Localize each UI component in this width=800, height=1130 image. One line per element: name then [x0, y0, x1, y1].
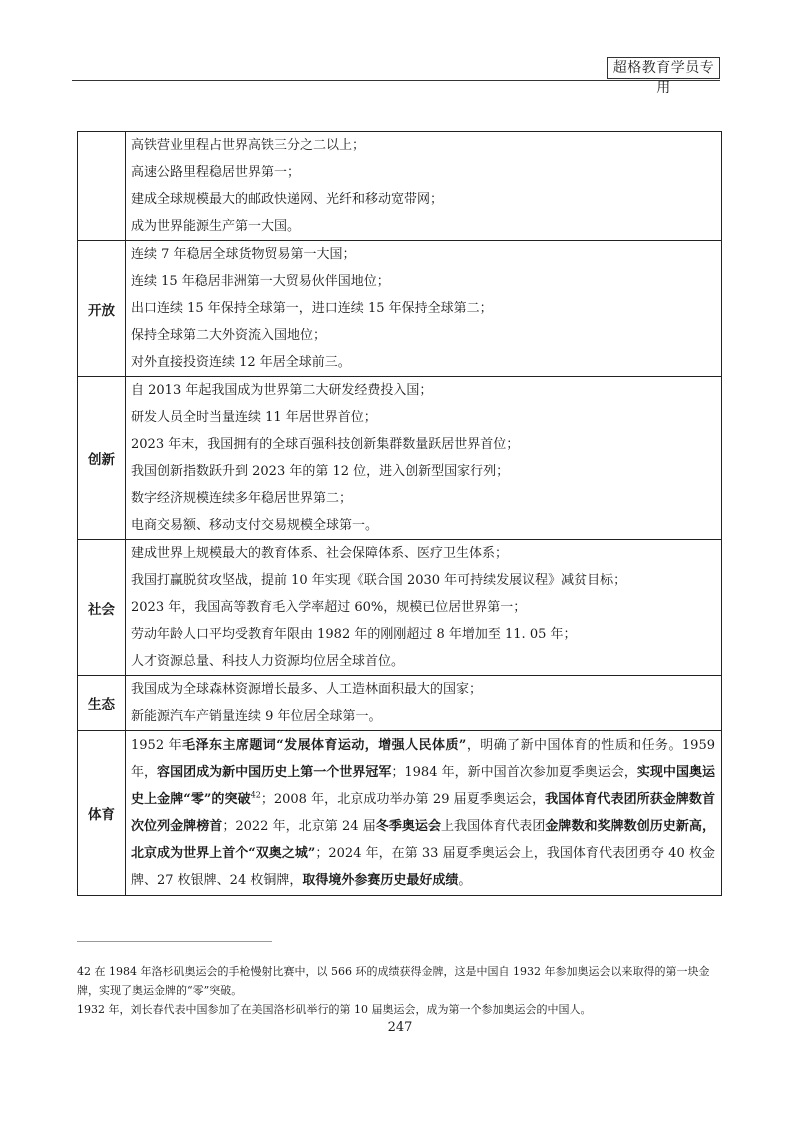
emphasis-text: 毛泽东主席题词“发展体育运动，增强人民体质” — [182, 738, 467, 753]
page-number: 247 — [387, 1020, 413, 1035]
category-label: 生态 — [78, 676, 126, 731]
achievement-list — [126, 676, 722, 731]
paragraph-text: ；2024 年，在第 33 届夏季奥运会上，我国体育代表团勇夺 40 枚金牌、27 枚银牌、24 枚铜牌， — [131, 846, 715, 888]
list-item: 人才资源总量、科技人力资源均位居全球首位。 — [131, 654, 405, 669]
achievement-list — [126, 241, 722, 377]
emphasis-text: 取得境外参赛历史最好成绩 — [302, 873, 459, 888]
paragraph-text: ；1984 年，新中国首次参加夏季奥运会， — [391, 765, 637, 780]
list-item: 连续 7 年稳居全球货物贸易第一大国； — [131, 247, 356, 262]
table-row — [78, 241, 722, 377]
footnote — [77, 962, 722, 1019]
list-item: 保持全球第二大外资流入国地位； — [131, 328, 327, 343]
sports-paragraph — [131, 731, 715, 895]
emphasis-text: 金牌数和奖牌数创历史新高，北京成为世界上首个“双奥之城” — [131, 819, 715, 861]
emphasis-text: 容国团成为新中国历史上第一个世界冠军 — [157, 765, 392, 780]
list-item: 对外直接投资连续 12 年居全球前三。 — [131, 355, 351, 370]
list-item: 研发人员全时当量连续 11 年居世界首位； — [131, 410, 377, 425]
header-rule — [72, 80, 720, 81]
list-item: 高铁营业里程占世界高铁三分之二以上； — [131, 138, 366, 153]
footnote-ref: 42 — [250, 790, 261, 800]
header-label: 超格教育学员专用 — [607, 57, 720, 79]
paragraph-text: ；2008 年，北京成功举办第 29 届夏季奥运会， — [260, 792, 546, 807]
list-item: 连续 15 年稳居非洲第一大贸易伙伴国地位； — [131, 274, 390, 289]
list-item: 新能源汽车产销量连续 9 年位居全球第一。 — [131, 709, 382, 724]
list-item: 我国打赢脱贫攻坚战，提前 10 年实现《联合国 2030 年可持续发展议程》减贫目标； — [131, 573, 627, 588]
list-item: 建成全球规模最大的邮政快递网、光纤和移动宽带网； — [131, 192, 444, 207]
achievement-list — [126, 540, 722, 676]
list-item: 建成世界上规模最大的教育体系、社会保障体系、医疗卫生体系； — [131, 546, 509, 561]
category-label: 创新 — [78, 377, 126, 540]
category-label: 开放 — [78, 241, 126, 377]
table-row — [78, 132, 722, 241]
table-row — [78, 676, 722, 731]
list-item: 我国成为全球森林资源增长最多、人工造林面积最大的国家； — [131, 682, 483, 697]
category-label: 体育 — [78, 731, 126, 896]
list-item: 劳动年龄人口平均受教育年限由 1982 年的刚刚超过 8 年增加至 11. 05 年； — [131, 627, 577, 642]
footnote-rule — [77, 941, 272, 942]
list-item: 自 2013 年起我国成为世界第二大研发经费投入国； — [131, 383, 433, 398]
sports-paragraph-cell — [126, 731, 722, 896]
table-row — [78, 540, 722, 676]
list-item: 出口连续 15 年保持全球第一，进口连续 15 年保持全球第二； — [131, 301, 493, 316]
list-item: 高速公路里程稳居世界第一； — [131, 165, 301, 180]
paragraph-text: ，明确了新中国体育的性质和任务。1959 年， — [131, 738, 715, 780]
footnote-line: 42 在 1984 年洛杉矶奥运会的手枪慢射比赛中，以 566 环的成绩获得金牌，这是中国自 1932 年参加奥运会以来取得的第一块金牌，实现了奥运金牌的“零”突破。 — [77, 965, 710, 997]
achievements-table — [77, 131, 722, 896]
list-item: 成为世界能源生产第一大国。 — [131, 219, 301, 234]
list-item: 2023 年，我国高等教育毛入学率超过 60%，规模已位居世界第一； — [131, 600, 527, 615]
paragraph-text: 。 — [458, 873, 472, 888]
paragraph-text: 1952 年 — [131, 738, 183, 753]
table-row — [78, 731, 722, 896]
list-item: 电商交易额、移动支付交易规模全球第一。 — [131, 518, 379, 533]
table-row — [78, 377, 722, 540]
list-item: 2023 年末，我国拥有的全球百强科技创新集群数量跃居世界首位； — [131, 437, 520, 452]
footnote-line: 1932 年，刘长春代表中国参加了在美国洛杉矶举行的第 10 届奥运会，成为第一个参加奥运会的中国人。 — [77, 1003, 592, 1016]
emphasis-text: 我国体育代表团所获金牌数首次位列金牌榜首 — [131, 792, 715, 834]
emphasis-text: 冬季奥运会 — [375, 819, 442, 834]
list-item: 数字经济规模连续多年稳居世界第二； — [131, 491, 353, 506]
category-label — [78, 132, 126, 241]
list-item: 我国创新指数跃升到 2023 年的第 12 位，进入创新型国家行列； — [131, 464, 510, 479]
achievement-list — [126, 132, 722, 241]
paragraph-text: 上我国体育代表团 — [441, 819, 546, 834]
emphasis-text: 实现中国奥运史上金牌“零”的突破 — [131, 765, 715, 807]
category-label: 社会 — [78, 540, 126, 676]
paragraph-text: ；2022 年，北京第 24 届 — [222, 819, 376, 834]
achievement-list — [126, 377, 722, 540]
